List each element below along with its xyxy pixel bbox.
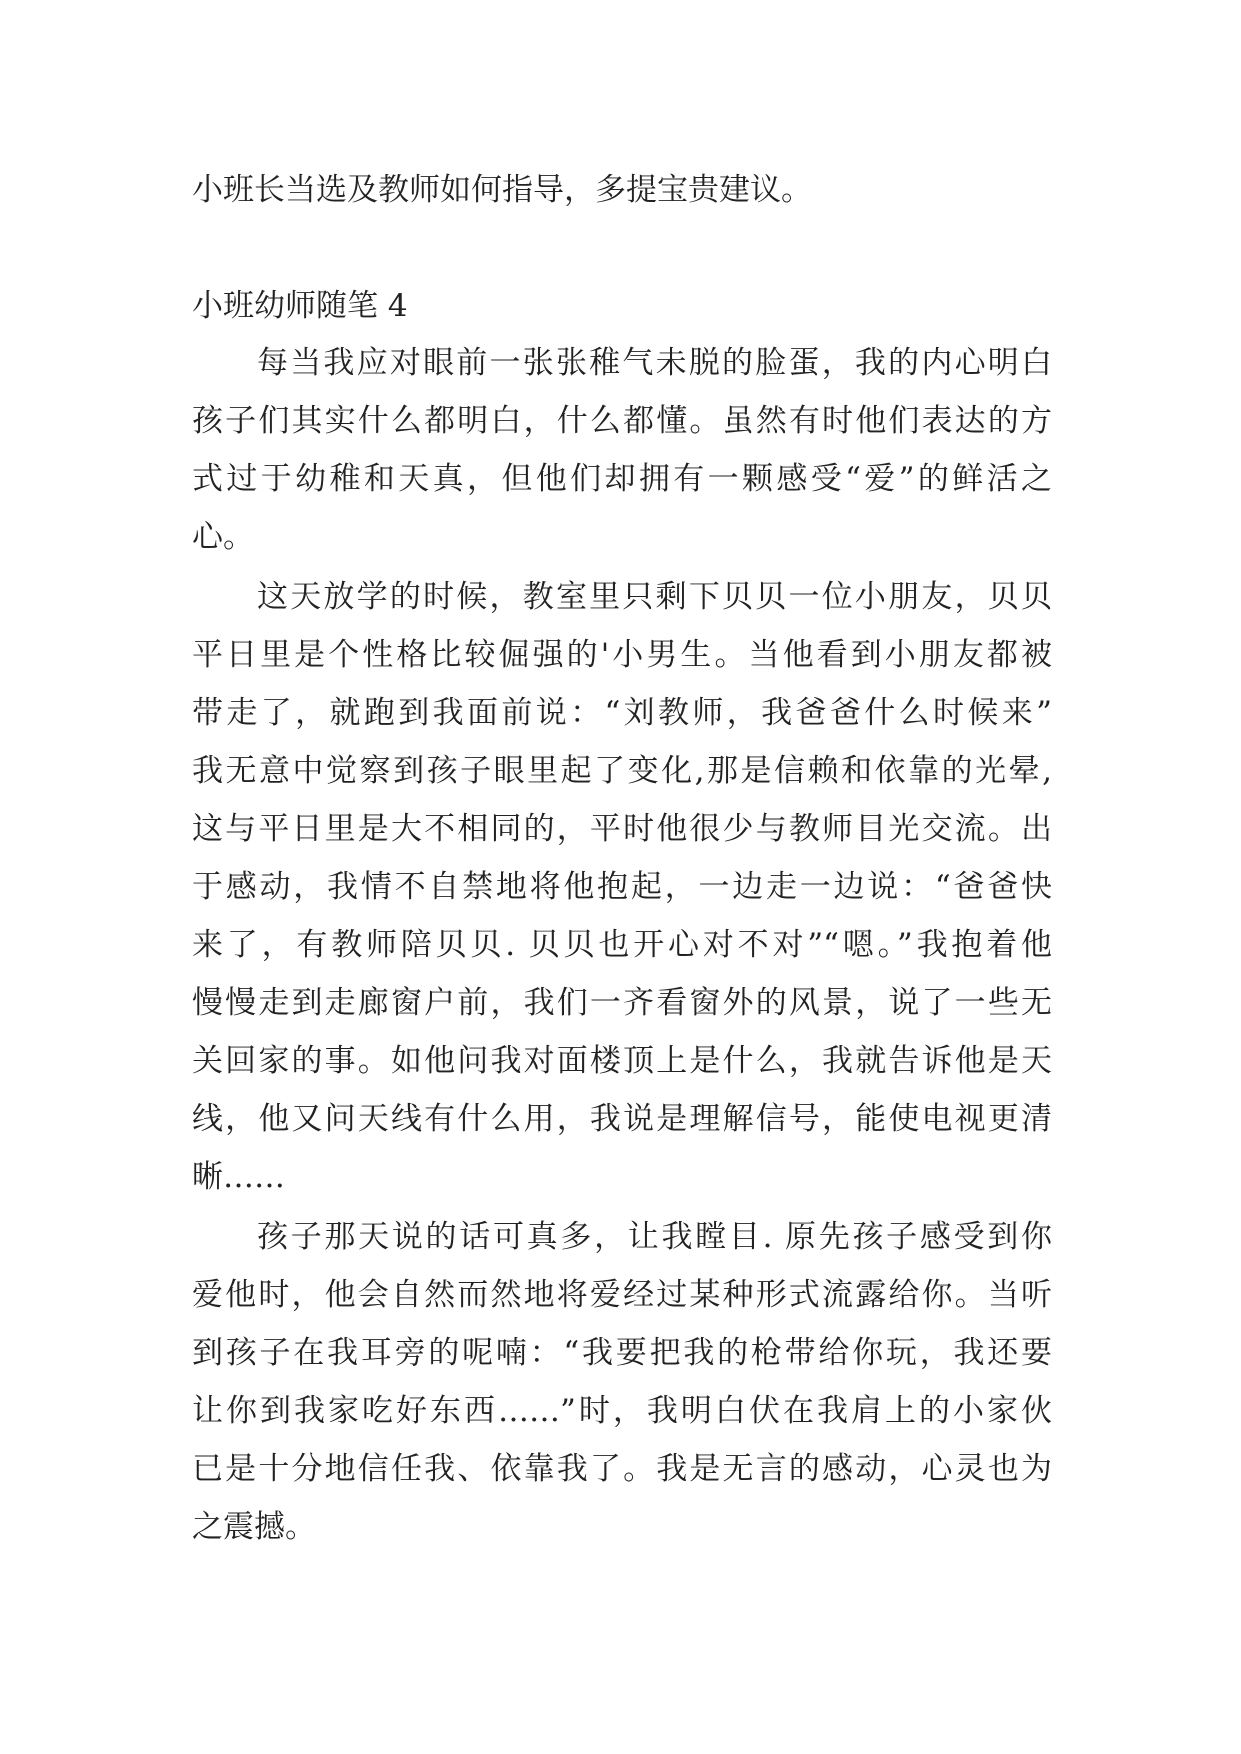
paragraph-line: 平日里是个性格比较倔强的'小男生。当他看到小朋友都被 <box>192 637 1052 673</box>
paragraph-line: 心。 <box>192 519 254 555</box>
paragraph-line: 让你到我家吃好东西……”时，我明白伏在我肩上的小家伙 <box>192 1393 1052 1429</box>
paragraph-line: 关回家的事。如他问我对面楼顶上是什么，我就告诉他是天 <box>192 1043 1052 1079</box>
paragraph-line: 于感动，我情不自禁地将他抱起，一边走一边说：“爸爸快 <box>192 869 1052 905</box>
paragraph-line: 我无意中觉察到孩子眼里起了变化,那是信赖和依靠的光晕, <box>192 753 1052 789</box>
intro-line: 小班长当选及教师如何指导，多提宝贵建议。 <box>192 172 812 208</box>
paragraph-line: 带走了，就跑到我面前说：“刘教师，我爸爸什么时候来” <box>192 695 1052 731</box>
paragraph-line: 每当我应对眼前一张张稚气未脱的脸蛋，我的内心明白 <box>257 345 1052 381</box>
paragraph-line: 已是十分地信任我、依靠我了。我是无言的感动，心灵也为 <box>192 1451 1052 1487</box>
paragraph-line: 之震撼。 <box>192 1509 316 1545</box>
section-title: 小班幼师随笔 4 <box>192 288 408 324</box>
paragraph-line: 慢慢走到走廊窗户前，我们一齐看窗外的风景，说了一些无 <box>192 985 1052 1021</box>
paragraph-line: 孩子们其实什么都明白，什么都懂。虽然有时他们表达的方 <box>192 403 1052 439</box>
paragraph-line: 到孩子在我耳旁的呢喃：“我要把我的枪带给你玩，我还要 <box>192 1335 1052 1371</box>
paragraph-line: 这天放学的时候，教室里只剩下贝贝一位小朋友，贝贝 <box>257 579 1052 615</box>
paragraph-line: 这与平日里是大不相同的，平时他很少与教师目光交流。出 <box>192 811 1052 847</box>
paragraph-line: 式过于幼稚和天真，但他们却拥有一颗感受“爱”的鲜活之 <box>192 461 1052 497</box>
paragraph-line: 孩子那天说的话可真多，让我瞠目. 原先孩子感受到你 <box>257 1219 1052 1255</box>
paragraph-line: 爱他时，他会自然而然地将爱经过某种形式流露给你。当听 <box>192 1277 1052 1313</box>
paragraph-line: 来了，有教师陪贝贝. 贝贝也开心对不对”“嗯。”我抱着他 <box>192 927 1052 963</box>
paragraph-line: 线，他又问天线有什么用，我说是理解信号，能使电视更清 <box>192 1101 1052 1137</box>
paragraph-line: 晰…… <box>192 1159 285 1195</box>
